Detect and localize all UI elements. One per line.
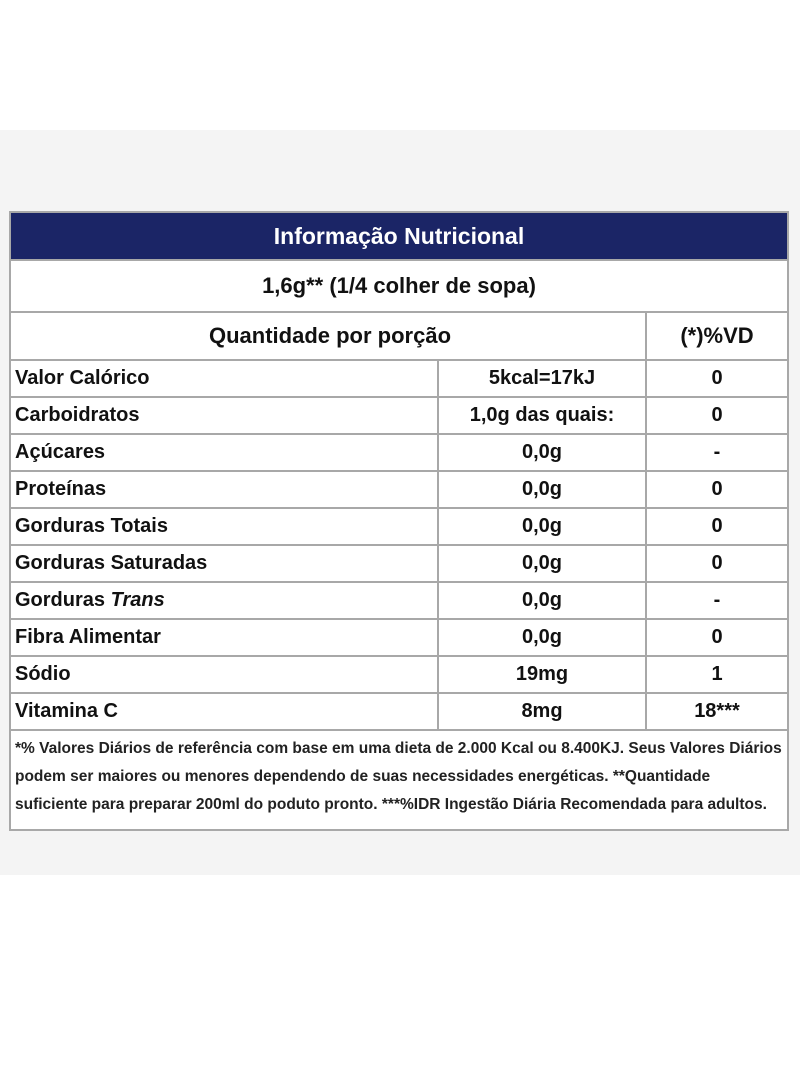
header-quantity-per-serving: Quantidade por porção bbox=[11, 313, 647, 359]
footnote: *% Valores Diários de referência com base em uma dieta de 2.000 Kcal ou 8.400KJ. Seus Valores Diários podem ser maiores ou menores dependendo de suas necessidades energéticas. **Quantidade suficiente para preparar 200ml do poduto pronto. ***%IDR Ingestão Diária Recomendada para adultos. bbox=[11, 729, 787, 829]
nutrient-quantity: 0,0g bbox=[439, 620, 647, 655]
nutrient-quantity: 0,0g bbox=[439, 546, 647, 581]
serving-size: 1,6g** (1/4 colher de sopa) bbox=[11, 259, 787, 311]
table-row bbox=[11, 396, 787, 433]
nutrient-quantity: 0,0g bbox=[439, 583, 647, 618]
nutrient-quantity: 0,0g bbox=[439, 509, 647, 544]
nutrient-daily-value: - bbox=[713, 589, 721, 611]
nutrient-daily-value: 0 bbox=[711, 552, 723, 574]
nutrient-daily-value: 1 bbox=[711, 663, 723, 685]
nutrient-name bbox=[11, 435, 439, 470]
table-row bbox=[11, 470, 787, 507]
table-row bbox=[11, 544, 787, 581]
nutrition-facts-table bbox=[9, 211, 789, 831]
nutrient-name-text: Proteínas bbox=[15, 478, 107, 500]
nutrient-quantity: 0,0g bbox=[439, 435, 647, 470]
nutrient-name bbox=[11, 472, 439, 507]
nutrient-name bbox=[11, 583, 439, 618]
nutrient-quantity: 19mg bbox=[439, 657, 647, 692]
nutrient-name bbox=[11, 546, 439, 581]
nutrient-daily-value: 0 bbox=[711, 404, 723, 426]
nutrient-name-text: Gorduras Totais bbox=[15, 515, 168, 537]
nutrient-daily-value: 18*** bbox=[694, 700, 740, 722]
table-row bbox=[11, 507, 787, 544]
nutrient-name-text: Sódio bbox=[15, 663, 71, 685]
nutrient-name-text: Carboidratos bbox=[15, 404, 140, 426]
table-header-row bbox=[11, 311, 787, 359]
table-row bbox=[11, 692, 787, 729]
table-title: Informação Nutricional bbox=[11, 213, 787, 259]
nutrient-name-text: Fibra Alimentar bbox=[15, 626, 161, 648]
table-row bbox=[11, 581, 787, 618]
table-row bbox=[11, 433, 787, 470]
nutrient-daily-value: 0 bbox=[711, 515, 723, 537]
nutrient-rows bbox=[11, 359, 787, 729]
nutrient-name bbox=[11, 361, 439, 396]
table-row bbox=[11, 618, 787, 655]
nutrient-quantity: 8mg bbox=[439, 694, 647, 729]
nutrient-name bbox=[11, 657, 439, 692]
nutrient-quantity: 1,0g das quais: bbox=[439, 398, 647, 433]
nutrient-quantity: 5kcal=17kJ bbox=[439, 361, 647, 396]
nutrient-name-text: Gorduras bbox=[15, 589, 106, 611]
nutrient-daily-value: 0 bbox=[711, 478, 723, 500]
header-daily-value: (*)%VD bbox=[680, 323, 754, 348]
nutrient-daily-value: 0 bbox=[711, 626, 723, 648]
table-row bbox=[11, 359, 787, 396]
nutrient-name bbox=[11, 620, 439, 655]
nutrient-daily-value: 0 bbox=[711, 367, 723, 389]
nutrient-name-text: Açúcares bbox=[15, 441, 106, 463]
nutrient-name-text: Vitamina C bbox=[15, 700, 118, 722]
nutrient-daily-value: - bbox=[713, 441, 721, 463]
nutrient-name-text: Valor Calórico bbox=[15, 367, 150, 389]
nutrient-name bbox=[11, 509, 439, 544]
nutrient-name-italic: Trans bbox=[110, 589, 165, 611]
nutrient-name-text: Gorduras Saturadas bbox=[15, 552, 208, 574]
table-row bbox=[11, 655, 787, 692]
nutrient-quantity: 0,0g bbox=[439, 472, 647, 507]
nutrient-name bbox=[11, 398, 439, 433]
nutrient-name bbox=[11, 694, 439, 729]
